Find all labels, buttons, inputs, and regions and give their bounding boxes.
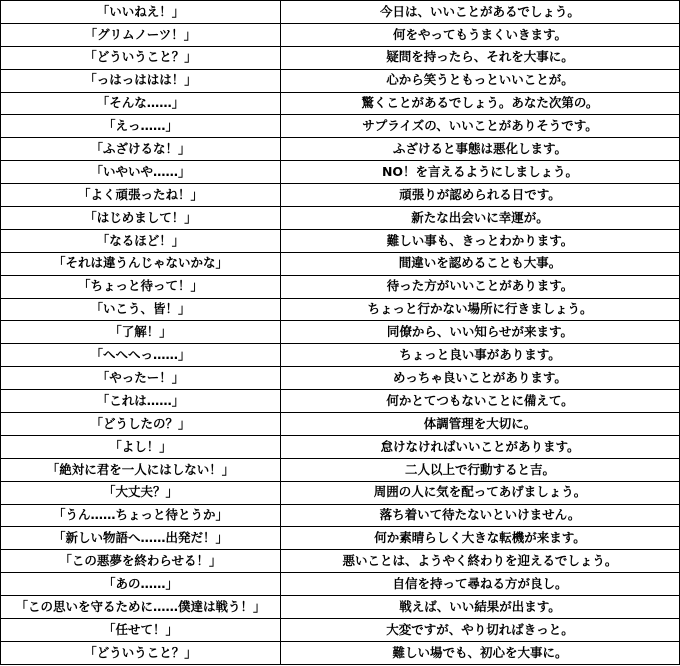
table-row: [1, 596, 680, 619]
phrase-cell: 「なるほど！」: [1, 229, 281, 252]
fortune-cell: 怠けなければいいことがあります。: [281, 435, 680, 458]
phrase-cell: 「どういうこと？」: [1, 46, 281, 69]
fortune-cell: 頑張りが認められる日です。: [281, 184, 680, 207]
phrase-cell: 「あの……」: [1, 573, 281, 596]
table-row: [1, 275, 680, 298]
table-row: [1, 435, 680, 458]
fortune-cell: 難しい事も、きっとわかります。: [281, 229, 680, 252]
table-row: [1, 161, 680, 184]
table-row: [1, 390, 680, 413]
table-row: [1, 69, 680, 92]
fortune-cell: ちょっと良い事があります。: [281, 344, 680, 367]
phrase-cell: 「いこう、皆！」: [1, 298, 281, 321]
table-row: [1, 550, 680, 573]
phrase-cell: 「そんな……」: [1, 92, 281, 115]
phrase-cell: 「へへへっ……」: [1, 344, 281, 367]
table-row: [1, 23, 680, 46]
fortune-cell: 落ち着いて待たないといけません。: [281, 504, 680, 527]
phrase-cell: 「いやいや……」: [1, 161, 281, 184]
phrase-cell: 「新しい物語へ……出発だ！」: [1, 527, 281, 550]
table-row: [1, 46, 680, 69]
phrase-cell: 「この悪夢を終わらせる！」: [1, 550, 281, 573]
table-row: [1, 321, 680, 344]
table-row: [1, 641, 680, 664]
fortune-cell: 何か素晴らしく大きな転機が来ます。: [281, 527, 680, 550]
fortune-cell: 難しい場でも、初心を大事に。: [281, 641, 680, 664]
table-row: [1, 115, 680, 138]
table-row: [1, 344, 680, 367]
fortune-cell: 疑問を持ったら、それを大事に。: [281, 46, 680, 69]
fortune-cell: 今日は、いいことがあるでしょう。: [281, 1, 680, 24]
table-row: [1, 207, 680, 230]
table-row: [1, 138, 680, 161]
fortune-cell: 二人以上で行動すると吉。: [281, 458, 680, 481]
fortune-cell: 自信を持って尋ねる方が良し。: [281, 573, 680, 596]
fortune-cell: 体調管理を大切に。: [281, 413, 680, 436]
phrase-cell: 「ちょっと待って！」: [1, 275, 281, 298]
phrase-cell: 「ふざけるな！」: [1, 138, 281, 161]
table-row: [1, 527, 680, 550]
fortune-cell: 戦えば、いい結果が出ます。: [281, 596, 680, 619]
table-row: [1, 229, 680, 252]
phrase-cell: 「よし！」: [1, 435, 281, 458]
phrase-cell: 「うん……ちょっと待とうか」: [1, 504, 281, 527]
phrase-cell: 「よく頑張ったね！」: [1, 184, 281, 207]
table-row: [1, 458, 680, 481]
fortune-cell: 新たな出会いに幸運が。: [281, 207, 680, 230]
phrase-cell: 「この思いを守るために……僕達は戦う！」: [1, 596, 281, 619]
fortune-table-body: [1, 1, 680, 665]
fortune-cell: ちょっと行かない場所に行きましょう。: [281, 298, 680, 321]
phrase-cell: 「はじめまして！」: [1, 207, 281, 230]
phrase-cell: 「っはっははは！」: [1, 69, 281, 92]
phrase-cell: 「やったー！」: [1, 367, 281, 390]
phrase-cell: 「了解！」: [1, 321, 281, 344]
phrase-cell: 「絶対に君を一人にはしない！」: [1, 458, 281, 481]
fortune-cell: 驚くことがあるでしょう。あなた次第の。: [281, 92, 680, 115]
fortune-cell: 心から笑うともっといいことが。: [281, 69, 680, 92]
phrase-cell: 「どういうこと？」: [1, 641, 281, 664]
table-row: [1, 481, 680, 504]
fortune-cell: 周囲の人に気を配ってあげましょう。: [281, 481, 680, 504]
phrase-cell: 「いいねえ！」: [1, 1, 281, 24]
fortune-cell: サプライズの、いいことがありそうです。: [281, 115, 680, 138]
table-row: [1, 184, 680, 207]
fortune-cell: 何かとてつもないことに備えて。: [281, 390, 680, 413]
fortune-cell: 間違いを認めることも大事。: [281, 252, 680, 275]
fortune-cell: 悪いことは、ようやく終わりを迎えるでしょう。: [281, 550, 680, 573]
table-row: [1, 413, 680, 436]
table-row: [1, 1, 680, 24]
fortune-cell: 同僚から、いい知らせが来ます。: [281, 321, 680, 344]
phrase-cell: 「どうしたの？」: [1, 413, 281, 436]
table-row: [1, 573, 680, 596]
fortune-cell: 大変ですが、やり切ればきっと。: [281, 619, 680, 642]
phrase-cell: 「えっ……」: [1, 115, 281, 138]
phrase-cell: 「任せて！」: [1, 619, 281, 642]
table-row: [1, 367, 680, 390]
table-row: [1, 92, 680, 115]
fortune-cell: ふざけると事態は悪化します。: [281, 138, 680, 161]
table-row: [1, 504, 680, 527]
fortune-cell: NO！を言えるようにしましょう。: [281, 161, 680, 184]
fortune-cell: 待った方がいいことがあります。: [281, 275, 680, 298]
phrase-cell: 「それは違うんじゃないかな」: [1, 252, 281, 275]
table-row: [1, 298, 680, 321]
table-row: [1, 252, 680, 275]
fortune-cell: 何をやってもうまくいきます。: [281, 23, 680, 46]
table-row: [1, 619, 680, 642]
phrase-cell: 「大丈夫？」: [1, 481, 281, 504]
fortune-cell: めっちゃ良いことがあります。: [281, 367, 680, 390]
phrase-cell: 「グリムノーツ！」: [1, 23, 281, 46]
phrase-cell: 「これは……」: [1, 390, 281, 413]
